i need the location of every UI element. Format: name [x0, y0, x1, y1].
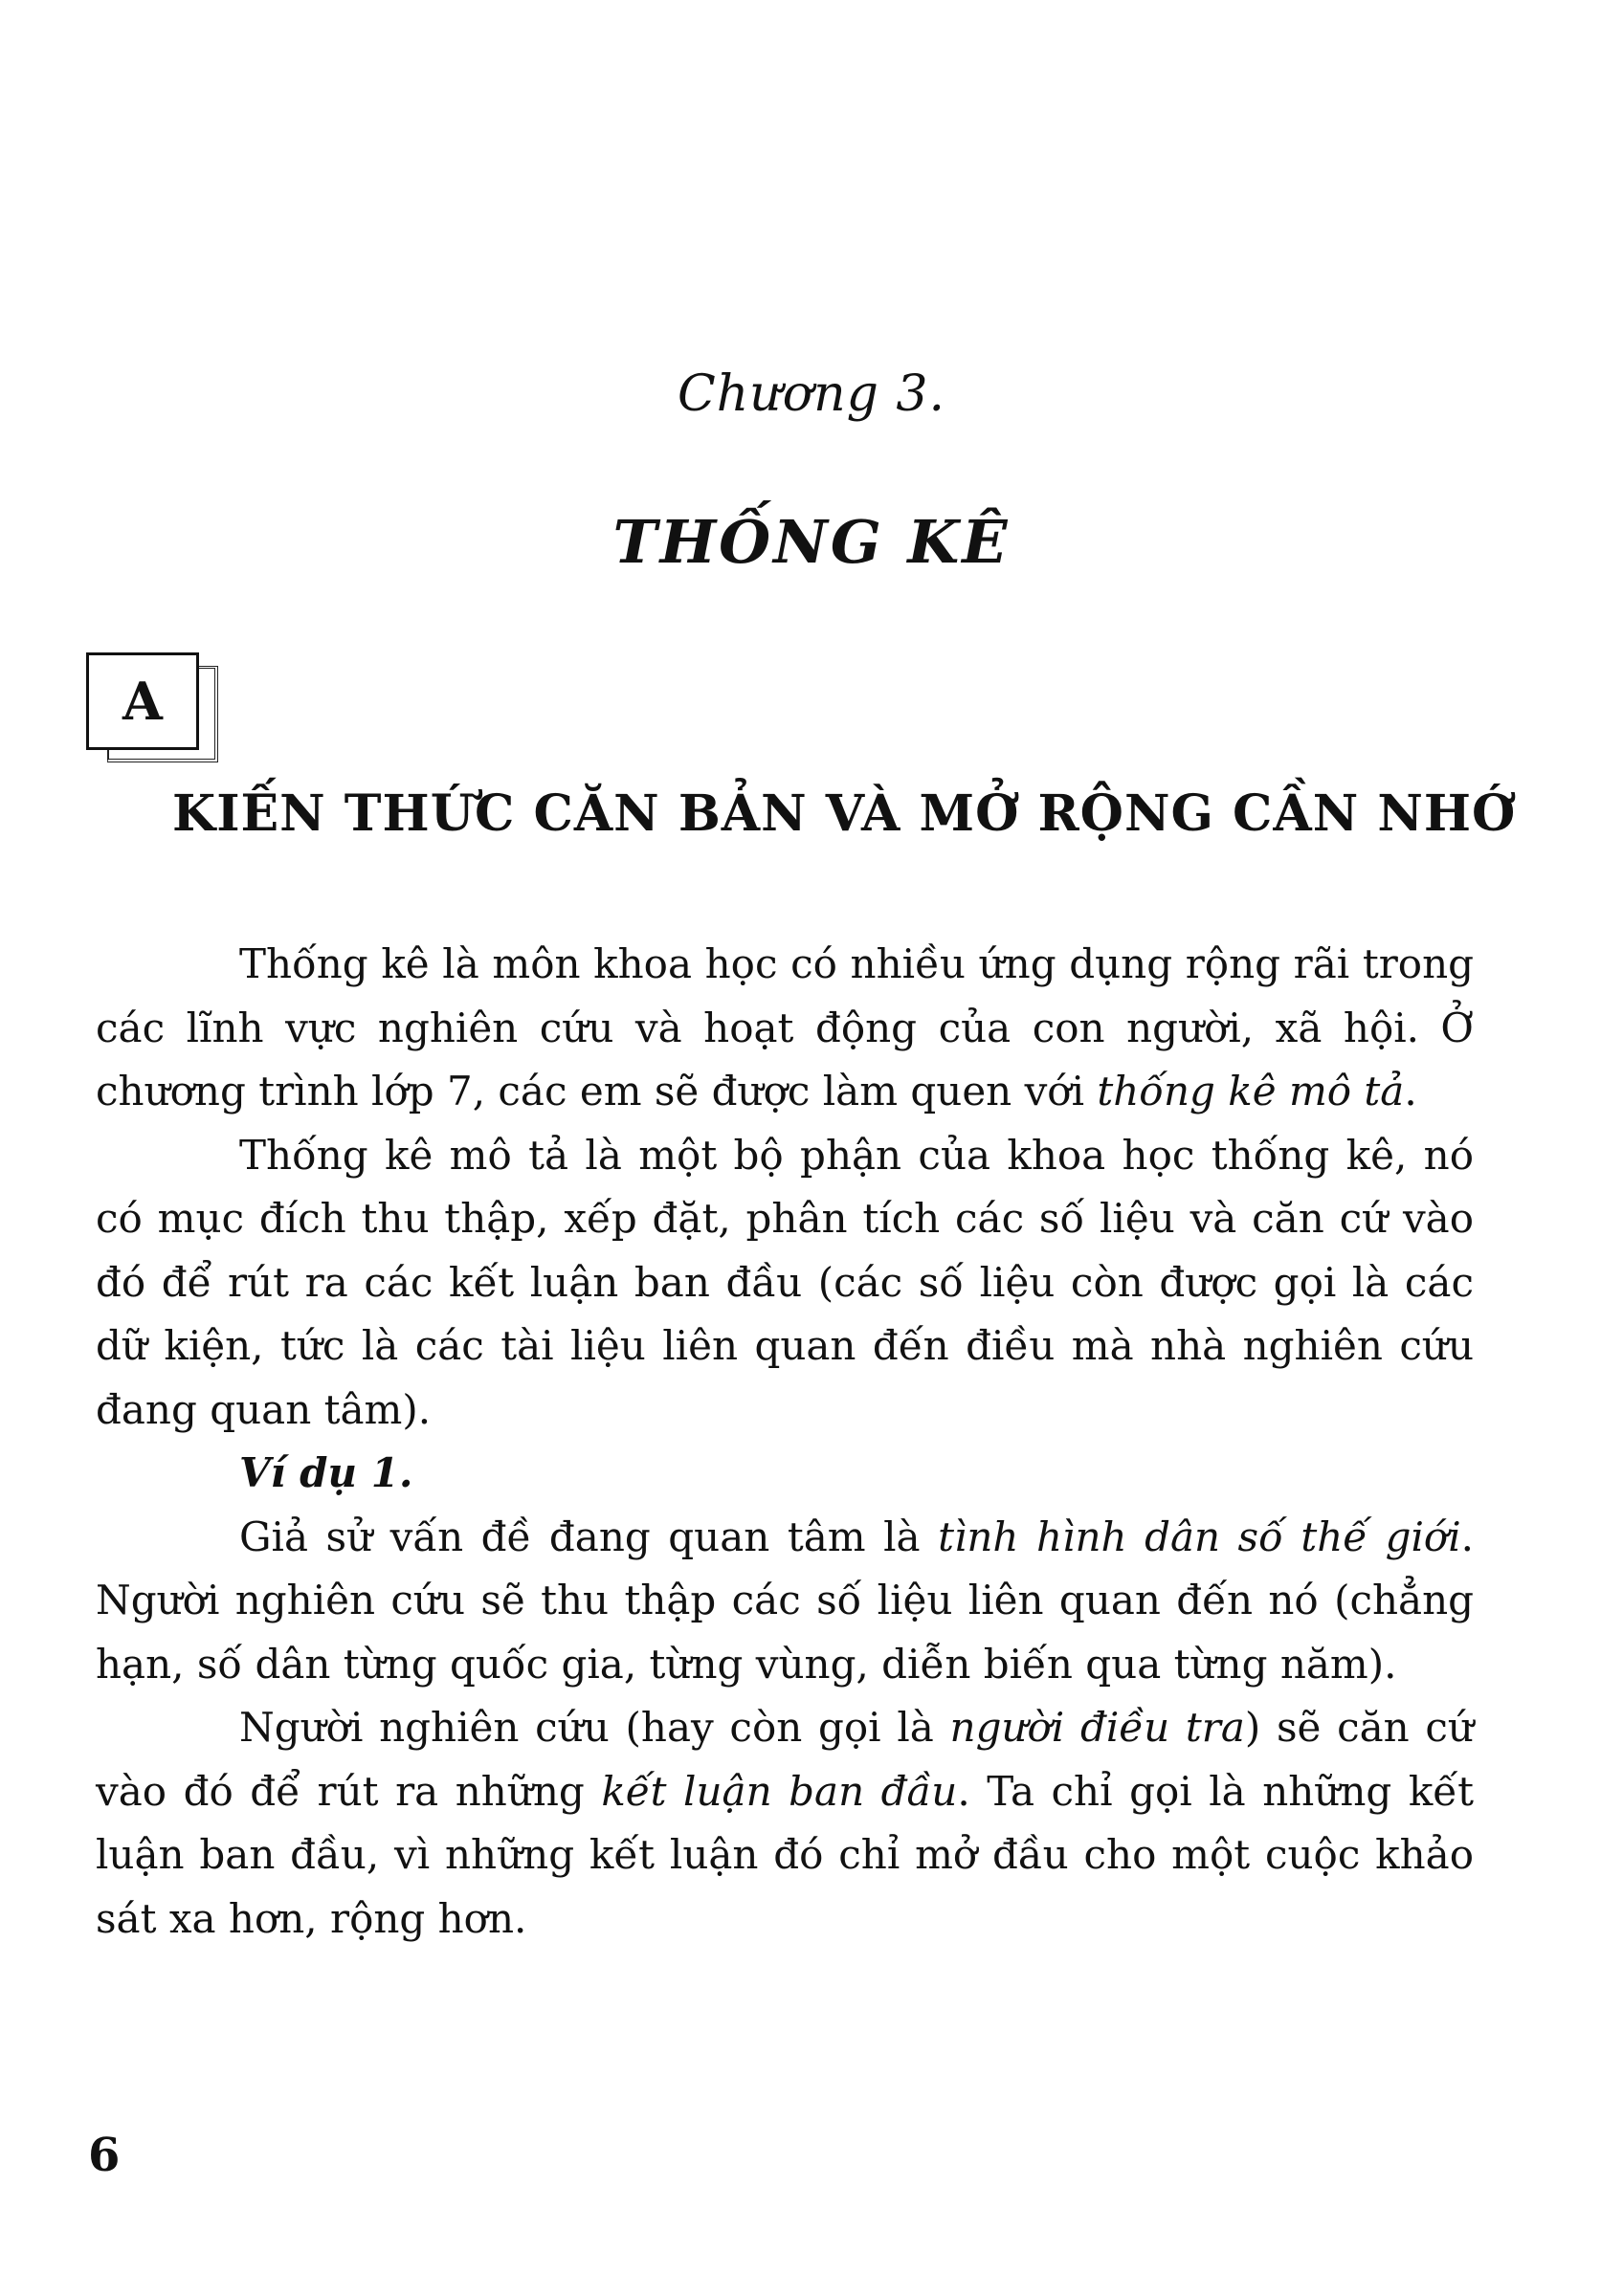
chapter-label: Chương 3.	[678, 365, 945, 423]
example-label: Ví dụ 1.	[239, 1449, 413, 1496]
chapter-title: THỐNG KÊ	[612, 507, 1011, 577]
paragraph-1: Thống kê là môn khoa học có nhiều ứng dụng rộng rãi trong các lĩnh vực nghiên cứu và hoạt động của con người, xã hội. Ở chương trình lớp 7, các em sẽ được làm quen với thống kê mô tả.	[96, 940, 1474, 1115]
badge-letter: A	[86, 652, 199, 750]
paragraph-3: Giả sử vấn đề đang quan tâm là tình hình dân số thế giới. Người nghiên cứu sẽ thu thập các số liệu liên quan đến nó (chẳng hạn, số dân từng quốc gia, từng vùng, diễn biến qua từng năm).	[96, 1512, 1474, 1688]
section-badge	[86, 652, 220, 762]
emphasis-term: tình hình dân số thế giới	[938, 1512, 1461, 1560]
paragraph-2: Thống kê mô tả là một bộ phận của khoa học thống kê, nó có mục đích thu thập, xếp đặt, phân tích các số liệu và căn cứ vào đó để rút ra các kết luận ban đầu (các số liệu còn được gọi là các dữ kiện, tức là các tài liệu liên quan đến điều mà nhà nghiên cứu đang quan tâm).	[96, 1131, 1474, 1433]
page-number: 6	[88, 2129, 121, 2182]
emphasis-term: kết luận ban đầu	[601, 1767, 958, 1815]
emphasis-term: thống kê mô tả	[1097, 1068, 1405, 1115]
body-text	[96, 933, 1474, 1951]
paragraph-4: Người nghiên cứu (hay còn gọi là người điều tra) sẽ căn cứ vào đó để rút ra những kết luận ban đầu. Ta chỉ gọi là những kết luận ban đầu, vì những kết luận đó chỉ mở đầu cho một cuộc khảo sát xa hơn, rộng hơn.	[96, 1704, 1474, 1942]
emphasis-term: người điều tra	[949, 1704, 1245, 1751]
section-heading: KIẾN THỨC CĂN BẢN VÀ MỞ RỘNG CẦN NHỚ	[172, 784, 1517, 843]
